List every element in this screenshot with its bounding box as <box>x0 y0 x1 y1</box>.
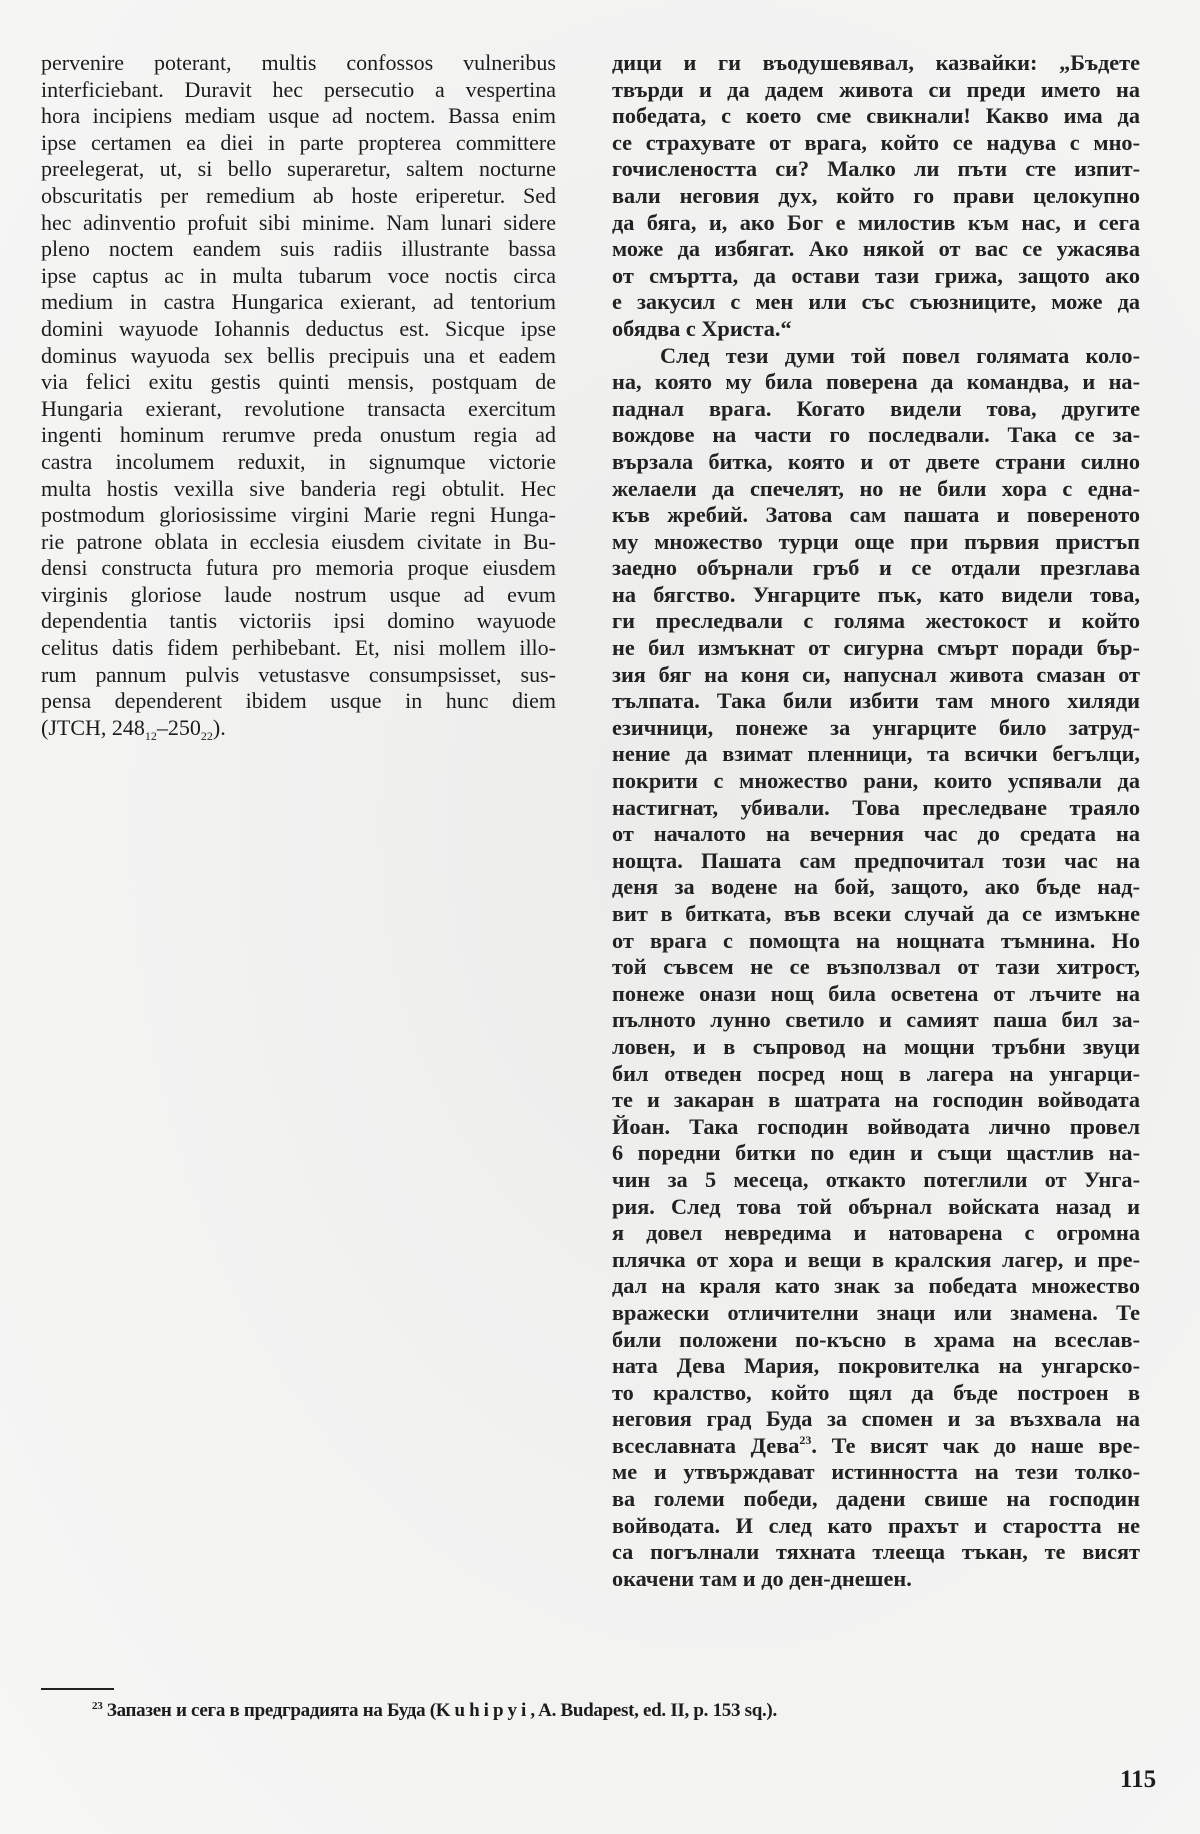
text-line: рия. След това той обърнал войската назад и <box>612 1193 1140 1219</box>
text-line: ги преследвали с голяма жестокост и който <box>612 608 1140 634</box>
text-line: domini wayuode Iohannis deductus est. Sicque ipse <box>41 315 556 341</box>
text-line: ва големи победи, дадени свише на господин <box>612 1486 1140 1512</box>
text-line: дици и ги въодушевявал, казвайки: „Бъдете <box>612 50 1140 75</box>
text-line: плячка от хора и вещи в кралския лагер, и пре- <box>612 1246 1140 1272</box>
text-line: понеже онази нощ била осветена от лъчите на <box>612 980 1140 1006</box>
text-line: езичници, понеже за унгарците било затруд- <box>612 714 1140 740</box>
text-line: ловен, и в съпровод на мощни тръбни звуци <box>612 1033 1140 1059</box>
text-line: паднал врага. Когато видели това, другите <box>612 395 1140 421</box>
text-line: на бягство. Унгарците пък, като видели това, <box>612 581 1140 607</box>
text-fragment: –250 <box>156 714 201 740</box>
text-line: ipse captus ac in multa tubarum voce noctis circa <box>41 262 556 288</box>
text-line: е закусил с мен или със съюзниците, може да <box>612 289 1140 315</box>
text-line: Hungaria exierant, revolutione transacta exercitum <box>41 395 556 421</box>
text-line: победата, с което сме свикнали! Какво има да <box>612 103 1140 129</box>
text-line: medium in castra Hungarica exierant, ad tentorium <box>41 289 556 315</box>
text-line: той съвсем не се възползвал от тази хитрост, <box>612 954 1140 980</box>
text-line: дал на краля като знак за победата множество <box>612 1273 1140 1299</box>
text-line: След тези думи той повел голямата коло- <box>660 342 1140 368</box>
text-line: се страхувате от врага, който се надува с мно- <box>612 129 1140 155</box>
text-line: войводата. И след като прахът и старостта не <box>612 1512 1140 1538</box>
text-line: postmodum gloriosissime virgini Marie regni Hunga- <box>41 502 556 528</box>
text-line: вързала битка, която и от двете страни силно <box>612 448 1140 474</box>
text-line: ната Дева Мария, покровителка на унгарско- <box>612 1353 1140 1379</box>
text-line: rum pannum pulvis vetustasve consumpsisset, sus- <box>41 661 556 687</box>
text-line: pervenire poterant, multis confossos vulneribus <box>41 50 556 75</box>
text-line: hora incipiens mediam usque ad noctem. Bassa enim <box>41 103 556 129</box>
text-line: те и закаран в шатрата на господин войводата <box>612 1087 1140 1113</box>
text-line: на, която му била поверена да командва, и на- <box>612 369 1140 395</box>
text-line: rie patrone oblata in ecclesia eiusdem civitate in Bu- <box>41 528 556 554</box>
text-line: желаели да спечелят, но не били хора с една- <box>612 475 1140 501</box>
footnote-text-end: , A. Budapest, ed. II, p. 153 sq.). <box>530 1700 777 1721</box>
text-line: окачени там и до ден-днешен. <box>612 1565 912 1591</box>
text-line: Йоан. Така господин войводата лично провел <box>612 1113 1140 1139</box>
text-line: multa hostis vexilla sive banderia regi obtulit. Hec <box>41 475 556 501</box>
text-line: obscuritatis per remedium ab hoste eriperetur. Sed <box>41 182 556 208</box>
footnote <box>92 1700 777 1722</box>
text-line: вождове на части го последвали. Така се за- <box>612 422 1140 448</box>
latin-text-column <box>41 50 556 741</box>
text-line: dependentia tantis victoriis ipsi domino wayuode <box>41 608 556 634</box>
text-line: вали неговия дух, който го прави целокупно <box>612 182 1140 208</box>
text-fragment: (JTCH, 248 <box>41 714 145 740</box>
text-line: гочислеността си? Малко ли пъти сте изпит- <box>612 156 1140 182</box>
text-fragment: всеславната Дева <box>612 1432 800 1458</box>
text-line: твърди и да дадем живота си преди името на <box>612 76 1140 102</box>
text-line: може да избягат. Ако някой от вас се ужасява <box>612 236 1140 262</box>
text-line: да бяга, и, ако Бог е милостив към нас, и сега <box>612 209 1140 235</box>
text-line: тълпата. Така били избити там много хиляди <box>612 688 1140 714</box>
text-line: вит в битката, във всеки случай да се измъкне <box>612 901 1140 926</box>
text-line: пълното лунно светило и самият паша бил за- <box>612 1007 1140 1033</box>
text-line: castra incolumem reduxit, in signumque victorie <box>41 448 556 474</box>
text-line: pleno noctem eandem suis radiis illustrante bassa <box>41 236 556 262</box>
text-line: вражески отличителни знаци или знамена. Те <box>612 1299 1140 1325</box>
text-line: чин за 5 месеца, откакто потеглили от Унга- <box>612 1166 1140 1192</box>
footnote-number: 23 <box>92 1700 103 1712</box>
text-line: му множество турци още при първия пристъп <box>612 528 1140 554</box>
text-line: нение да взимат пленници, та всички бегълци, <box>612 741 1140 767</box>
text-line: ipse certamen ea diei in parte propterea committere <box>41 129 556 155</box>
text-line: от врага с помощта на нощната тъмнина. Но <box>612 927 1140 953</box>
text-line: densi constructa futura pro memoria proque eiusdem <box>41 555 556 581</box>
text-line: не бил измъкнат от сигурна смърт поради бър- <box>612 635 1140 661</box>
text-line: неговия град Буда за спомен и за възхвала на <box>612 1406 1140 1432</box>
text-line: virginis gloriose laude nostrum usque ad evum <box>41 581 556 607</box>
text-line: покрити с множество рани, които успявали да <box>612 768 1140 794</box>
bulgarian-text-column <box>612 50 1140 1592</box>
text-line: заедно обърнали гръб и се отдали презглава <box>612 555 1140 581</box>
text-line: бил отведен посред нощ в лагера на унгарци- <box>612 1060 1140 1086</box>
text-line: я довел невредима и натоварена с огромна <box>612 1220 1140 1246</box>
text-line: от началото на вечерния час до средата на <box>612 821 1140 847</box>
text-line: къв жребий. Затова сам пашата и повереното <box>612 502 1140 528</box>
text-line: деня за водене на бой, защото, ако бъде над- <box>612 874 1140 900</box>
text-line: celitus datis fidem perhibebant. Et, nisi mollem illo- <box>41 635 556 661</box>
text-line: обядва с Христа.“ <box>612 315 792 341</box>
text-line: настигнат, убивали. Това преследване траяло <box>612 794 1140 820</box>
footnote-text: Запазен и сега в предградията на Буда ( <box>102 1700 436 1721</box>
text-line: то кралство, който щял да бъде построен в <box>612 1379 1140 1405</box>
text-fragment: . Те висят чак до наше вре- <box>811 1432 1141 1458</box>
text-line <box>612 1433 1140 1460</box>
footnote-author: Kuhipyi <box>435 1700 531 1721</box>
text-line: pensa dependerent ibidem usque in hunc diem <box>41 688 556 714</box>
text-fragment: ). <box>212 714 226 740</box>
text-line: hec adinventio profuit sibi minime. Nam lunari sidere <box>41 209 556 235</box>
text-line: interficiebant. Duravit hec persecutio a vespertina <box>41 76 556 102</box>
text-line: зия бяг на коня си, напуснал живота смазан от <box>612 661 1140 687</box>
text-line: са погълнали тяхната тлееща тъкан, те висят <box>612 1539 1140 1565</box>
text-line: били положени по-късно в храма на всеслав- <box>612 1326 1140 1352</box>
citation-subscript: 12 <box>144 728 157 743</box>
text-line: dominus wayuoda sex bellis precipuis una et eadem <box>41 342 556 368</box>
text-line: ме и утвърждават истинността на тези толко- <box>612 1459 1140 1485</box>
text-line: preelegerat, ut, si bello superaretur, saltem nocturne <box>41 156 556 182</box>
footnote-divider <box>41 1688 114 1690</box>
text-line: нощта. Пашата сам предпочитал този час на <box>612 847 1140 873</box>
text-line: от смъртта, да остави тази грижа, защото ако <box>612 262 1140 288</box>
text-line: ingenti hominum rerumve preda onustum regia ad <box>41 422 556 448</box>
text-line <box>41 715 556 742</box>
text-line: 6 поредни битки по един и същи щастлив на- <box>612 1140 1140 1166</box>
page-number: 115 <box>1120 1766 1157 1793</box>
citation-subscript: 22 <box>200 728 213 743</box>
footnote-reference: 23 <box>799 1432 812 1447</box>
text-line: via felici exitu gestis quinti mensis, postquam de <box>41 369 556 395</box>
